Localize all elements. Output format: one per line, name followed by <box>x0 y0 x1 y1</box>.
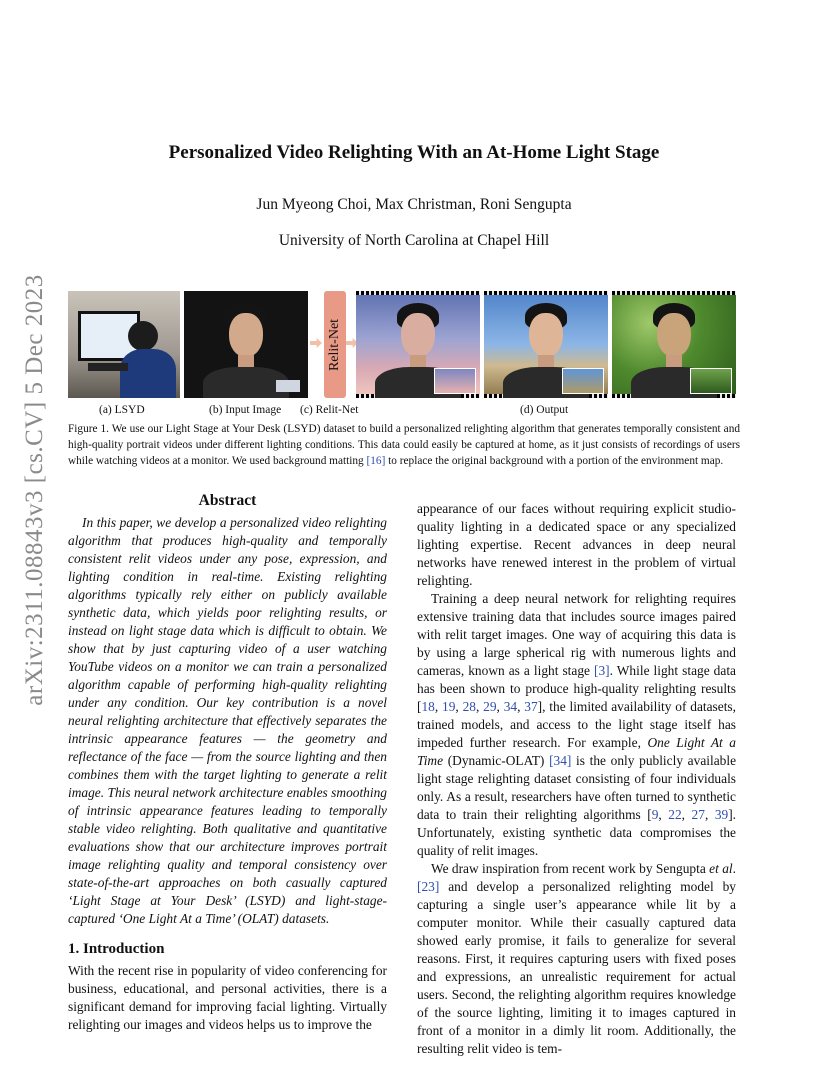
envmap-inset <box>434 368 476 394</box>
arrow-in-icon <box>310 338 322 348</box>
abstract-text: In this paper, we develop a personalized video relighting algorithm that produces high-quality and temporally consistent relit videos under any pose, expression, and lighting condition in real-time. Existing relighting algorithms typically rely either on publicly available synthetic data, which yields poor relighting results, or instead on light stage data which is difficult to obtain. We show that by just capturing video of a user watching YouTube videos on a monitor we can train a personalized algorithm capable of performing high-quality relighting under any condition. Our key contribution is a novel neural relighting architecture that effectively separates the intrinsic appearance features — the geometry and reflectance of the face — from the source lighting and then combines them with the target lighting to generate a relit image. This neural network architecture enables smoothing of intrinsic appearance features leading to temporally stable video relighting. Both qualitative and quantitative evaluations show that our architecture improves portrait image relighting quality and temporal consistency over state-of-the-art approaches on both casually captured ‘Light Stage at Your Desk’ (LSYD) and light-stage-captured ‘One Light At a Time’ (OLAT) datasets. <box>68 515 387 926</box>
section-heading-introduction: 1. Introduction <box>68 941 165 957</box>
right-paragraph-2: Training a deep neural network for relighting requires extensive training data that includes source images paired with relit target images. One way of acquiring this data is by using a large spherical rig with numerous lights and cameras, known as a light stage [3]. While light stage data has been shown to produce high-quality relighting results [18, 19, 28, 29, 34, 37], the limited availability of datasets, trained models, and access to the light stage itself has impeded further research. For example, One Light At a Time (Dynamic-OLAT) [34] is the only publicly available light stage relighting dataset consisting of four individuals only. As a result, researchers have often turned to synthetic data to train their relighting algorithms [9, 22, 27, 39]. Unfortunately, existing synthetic data compromises the quality of relit images. <box>417 591 737 858</box>
subcaption-d: (d) Output <box>520 404 569 416</box>
paper-title: Personalized Video Relighting With an At-Home Light Stage <box>168 142 660 163</box>
envmap-inset <box>690 368 732 394</box>
citation-link[interactable]: [16] <box>366 455 386 467</box>
subcaption-c: (c) Relit-Net <box>300 404 359 416</box>
left-column <box>68 492 387 1034</box>
citation-link[interactable]: [3] <box>594 663 610 678</box>
envmap-inset <box>562 368 604 394</box>
arxiv-id-text: arXiv:2311.08843v3 [cs.CV] 5 Dec 2023 <box>21 274 48 706</box>
relit-net-box <box>324 291 346 398</box>
input-image <box>184 291 308 398</box>
subcaption-b: (b) Input Image <box>209 404 282 416</box>
relit-net-label: Relit-Net <box>327 318 342 371</box>
abstract-heading: Abstract <box>198 492 257 509</box>
citation-link[interactable]: [23] <box>417 879 440 894</box>
authors: Jun Myeong Choi, Max Christman, Roni Sengupta <box>256 196 572 213</box>
citation-link[interactable]: 34 <box>503 699 518 714</box>
citation-link[interactable]: 18 <box>421 699 435 714</box>
citation-link[interactable]: 22 <box>668 807 682 822</box>
arxiv-identifier <box>20 274 50 706</box>
citation-link[interactable]: 37 <box>524 699 538 714</box>
monitor-glimpse-shape <box>276 380 300 392</box>
right-paragraph-3: We draw inspiration from recent work by Sengupta et al. [23] and develop a personalized relighting model by capturing a single user’s appearance while lit by a computer monitor. While their casually captured data showed early promise, it fails to generalize for several reasons. First, it requires capturing users with fixed poses and expressions, an unrealistic requirement for actual users. Second, the relighting algorithm requires knowledge of the source lighting, limiting it to images captured in front of a monitor in a dimly lit room. Additionally, the resulting relit video is tem- <box>417 861 736 1056</box>
citation-link[interactable]: 19 <box>442 699 456 714</box>
lsyd-photo <box>68 291 180 398</box>
citation-link[interactable]: [34] <box>549 753 572 768</box>
keyboard-shape <box>88 363 128 371</box>
output-image-3 <box>612 291 736 398</box>
output-image-1 <box>356 291 480 398</box>
subcaption-a: (a) LSYD <box>99 404 145 416</box>
citation-link[interactable]: 9 <box>651 807 659 822</box>
figure-caption: Figure 1. We use our Light Stage at Your Desk (LSYD) dataset to build a personalized relighting algorithm that generates temporally consistent and high-quality portrait videos under different lighting conditions. This data could easily be captured at home, as it just consists of recordings of users while watching videos at a monitor. We used background matting [16] to replace the original background with a portion of the environment map. <box>68 423 740 467</box>
intro-paragraph: With the recent rise in popularity of video conferencing for business, educational, and personal activities, there is a significant demand for improving facial lighting. Virtually relighting our images and videos helps us to improve the <box>68 963 387 1032</box>
output-image-2 <box>484 291 608 398</box>
user-head-shape <box>128 321 158 351</box>
citation-link[interactable]: 27 <box>691 807 705 822</box>
right-column <box>417 500 736 1058</box>
affiliation: University of North Carolina at Chapel Hill <box>278 232 550 249</box>
citation-link[interactable]: 39 <box>714 807 729 822</box>
right-paragraph-1: appearance of our faces without requiring explicit studio-quality lighting in a dedicated space or any specialized lighting expertise. Recent advances in deep neural networks have renewed interest in the problem of virtual relighting. <box>417 501 736 588</box>
citation-link[interactable]: 29 <box>483 699 497 714</box>
user-body-shape <box>120 349 176 398</box>
citation-link[interactable]: 28 <box>462 699 476 714</box>
